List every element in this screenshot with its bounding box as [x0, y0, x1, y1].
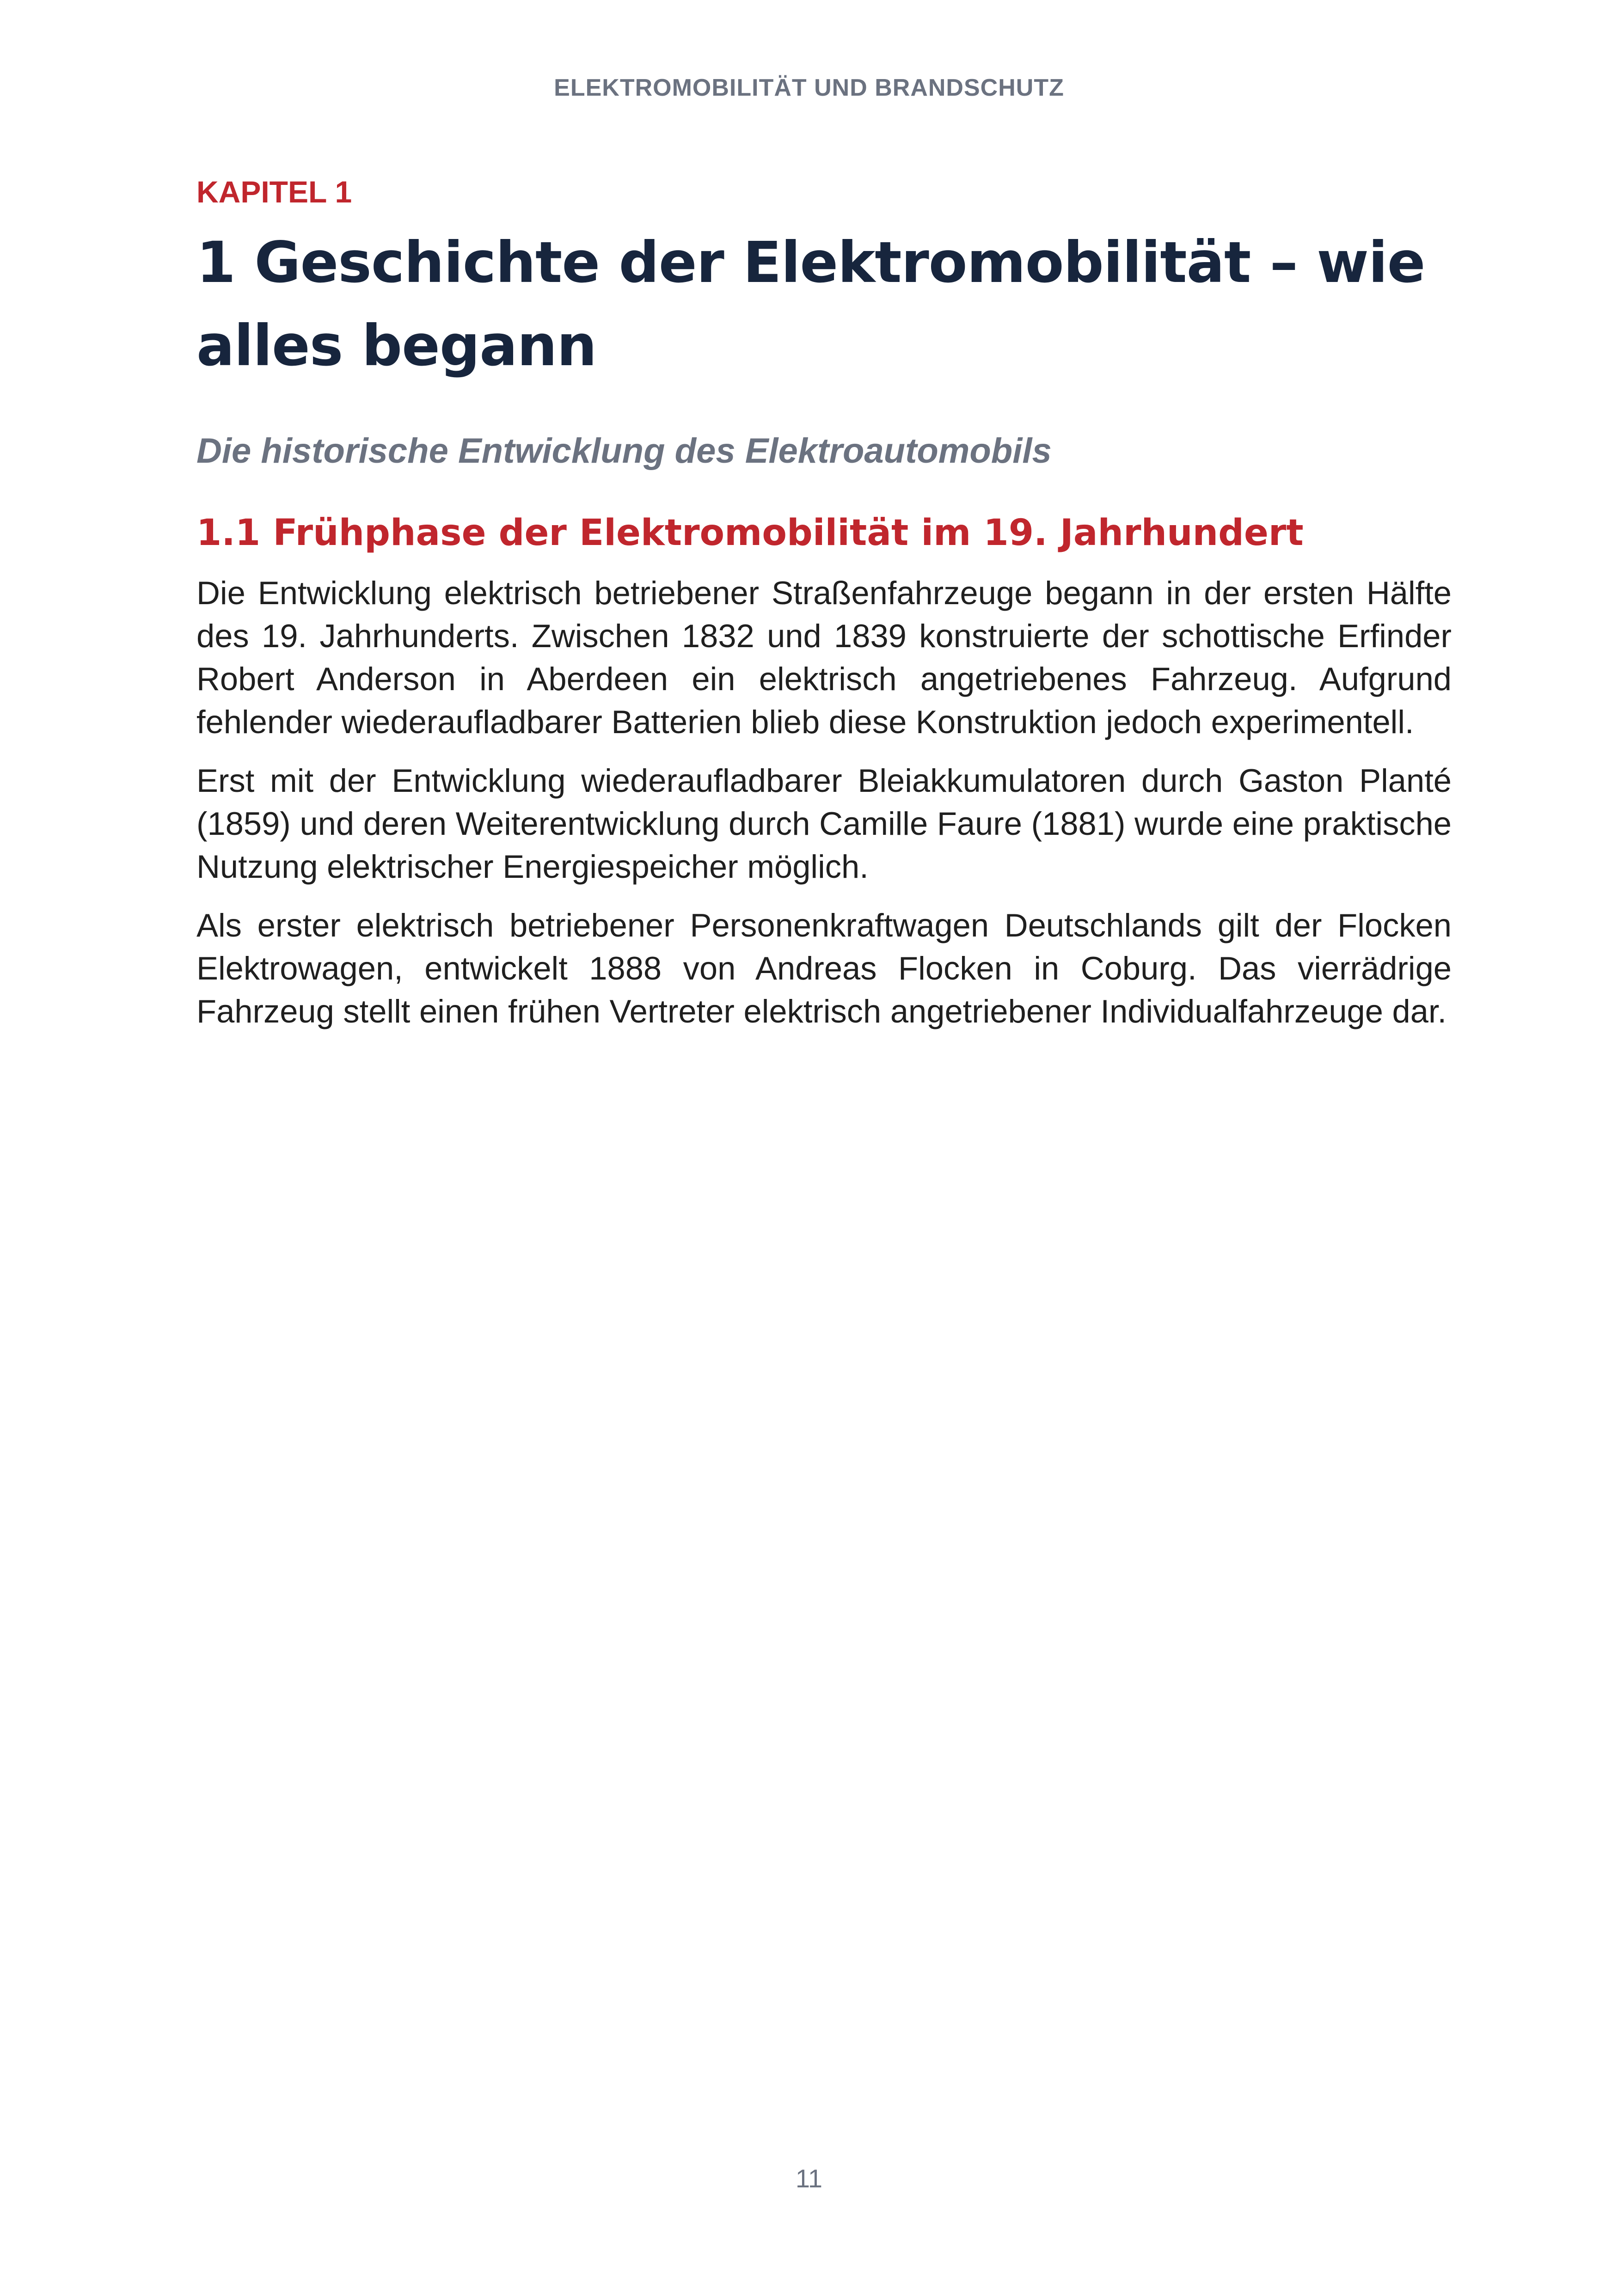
chapter-subtitle: Die historische Entwicklung des Elektroautomobils [196, 431, 1052, 471]
body-paragraph-1: Die Entwicklung elektrisch betriebener Straßenfahrzeuge begann in der ersten Hälfte des 19. Jahrhunderts. Zwischen 1832 und 1839 konstruierte der schottische Erfinder Robert Anderson in Aberdeen ein elektrisch angetriebenes Fahrzeug. Aufgrund fehlender wiederaufladbarer Batterien blieb diese Konstruktion jedoch experimentell. [196, 575, 1452, 740]
running-header: ELEKTROMOBILITÄT UND BRANDSCHUTZ [554, 74, 1064, 101]
body-paragraph-3: Als erster elektrisch betriebener Personenkraftwagen Deutschlands gilt der Flocken Elektrowagen, entwickelt 1888 von Andreas Flocken in Coburg. Das vierrädrige Fahrzeug stellt einen frühen Vertreter elektrisch angetriebener Individualfahrzeuge dar. [196, 907, 1452, 1029]
section-heading: 1.1 Frühphase der Elektromobilität im 19. Jahrhundert [196, 512, 1304, 554]
page-content [196, 171, 1452, 1033]
body-paragraph-2: Erst mit der Entwicklung wiederaufladbarer Bleiakkumulatoren durch Gaston Planté (1859) und deren Weiterentwicklung durch Camille Faure (1881) wurde eine praktische Nutzung elektrischer Energiespeicher möglich. [196, 762, 1452, 885]
page-number: 11 [795, 2164, 823, 2193]
chapter-label: KAPITEL 1 [196, 175, 352, 209]
chapter-title: 1 Geschichte der Elektromobilität – wie alles begann [196, 230, 1425, 379]
